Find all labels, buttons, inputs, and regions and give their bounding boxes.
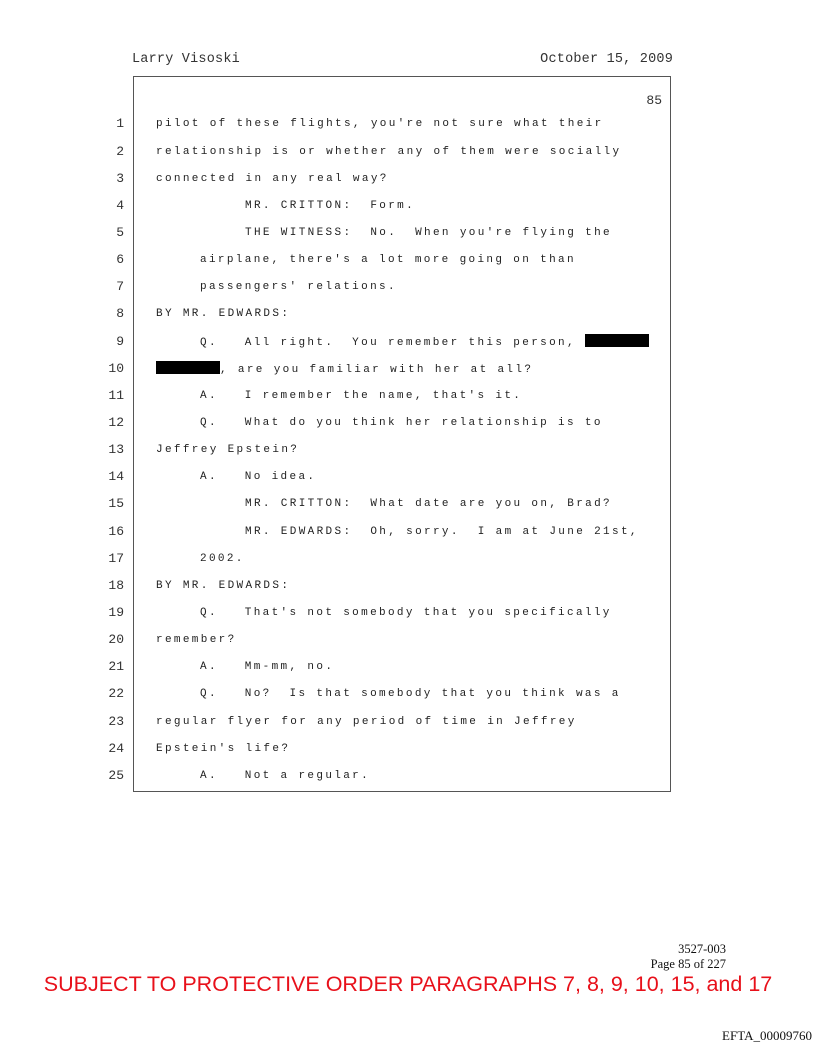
line-number: 5 — [116, 225, 124, 240]
transcript-line: relationship is or whether any of them were socially — [156, 146, 622, 158]
transcript-line: A. Not a regular. — [200, 770, 371, 782]
line-number: 15 — [108, 496, 124, 511]
transcript-line: Q. No? Is that somebody that you think was a — [200, 688, 621, 700]
line-number: 1 — [116, 116, 124, 131]
line-number: 2 — [116, 144, 124, 159]
transcript-line: airplane, there's a lot more going on than — [200, 254, 576, 266]
line-number: 23 — [108, 714, 124, 729]
line-number: 21 — [108, 659, 124, 674]
line-number: 8 — [116, 306, 124, 321]
header-witness-name: Larry Visoski — [132, 52, 240, 67]
transcript-line-text: Q. All right. You remember this person, — [200, 337, 576, 349]
transcript-line: 2002. — [200, 553, 245, 565]
bates-number: EFTA_00009760 — [722, 1028, 812, 1043]
line-number: 17 — [108, 551, 124, 566]
transcript-line: MR. CRITTON: What date are you on, Brad? — [245, 498, 612, 510]
transcript-line: A. No idea. — [200, 471, 317, 483]
line-number: 25 — [108, 768, 124, 783]
line-number: 22 — [108, 686, 124, 701]
line-number: 4 — [116, 198, 124, 213]
transcript-line: A. I remember the name, that's it. — [200, 390, 523, 402]
transcript-line: BY MR. EDWARDS: — [156, 580, 291, 592]
transcript-line — [200, 334, 649, 351]
transcript-line: connected in any real way? — [156, 173, 389, 185]
line-number: 24 — [108, 741, 124, 756]
transcript-line: BY MR. EDWARDS: — [156, 308, 291, 320]
protective-order-notice: SUBJECT TO PROTECTIVE ORDER PARAGRAPHS 7, 8, 9, 10, 15, and 17 — [43, 972, 773, 996]
transcript-line: Q. That's not somebody that you specifically — [200, 607, 612, 619]
redaction-block — [156, 361, 220, 374]
line-number: 16 — [108, 524, 124, 539]
transcript-line: MR. CRITTON: Form. — [245, 200, 416, 212]
transcript-line: Q. What do you think her relationship is to — [200, 417, 603, 429]
transcript-line: MR. EDWARDS: Oh, sorry. I am at June 21st, — [245, 526, 639, 538]
line-number: 20 — [108, 632, 124, 647]
transcript-line: Jeffrey Epstein? — [156, 444, 300, 456]
line-number: 3 — [116, 171, 124, 186]
transcript-line: THE WITNESS: No. When you're flying the — [245, 227, 612, 239]
line-number: 9 — [116, 334, 124, 349]
line-number: 13 — [108, 442, 124, 457]
transcript-line: regular flyer for any period of time in Jeffrey — [156, 716, 577, 728]
transcript-line: pilot of these flights, you're not sure what their — [156, 118, 604, 130]
line-number: 6 — [116, 252, 124, 267]
line-number: 7 — [116, 279, 124, 294]
header-date: October 15, 2009 — [540, 52, 673, 67]
document-id: 3527-003 — [678, 942, 726, 956]
redaction-block — [585, 334, 649, 347]
transcript-line: remember? — [156, 634, 237, 646]
transcript-line: A. Mm-mm, no. — [200, 661, 335, 673]
line-number: 18 — [108, 578, 124, 593]
line-number: 11 — [108, 388, 124, 403]
transcript-line — [156, 361, 533, 378]
line-number: 19 — [108, 605, 124, 620]
transcript-line-text: , are you familiar with her at all? — [220, 364, 534, 376]
transcript-line: Epstein's life? — [156, 743, 291, 755]
line-number: 10 — [108, 361, 124, 376]
line-number: 12 — [108, 415, 124, 430]
transcript-page-number: 85 — [646, 93, 662, 108]
document-page-count: Page 85 of 227 — [650, 957, 726, 971]
line-number: 14 — [108, 469, 124, 484]
transcript-line: passengers' relations. — [200, 281, 397, 293]
